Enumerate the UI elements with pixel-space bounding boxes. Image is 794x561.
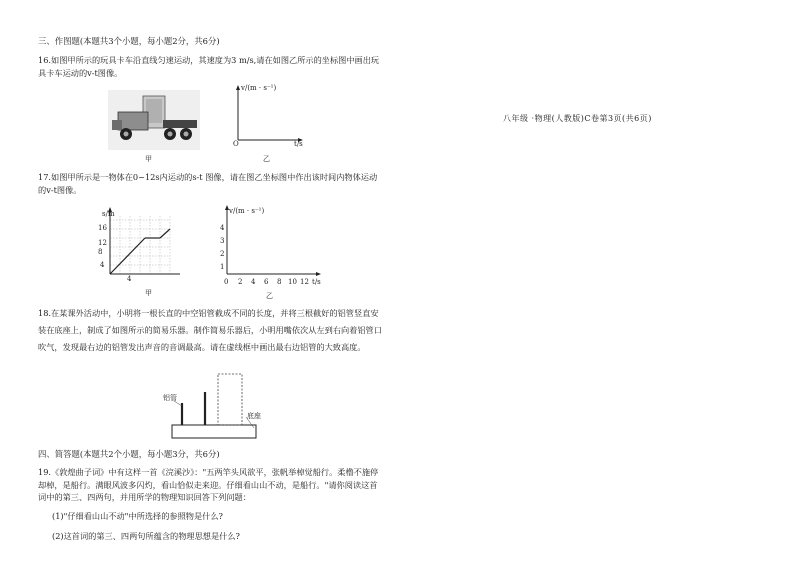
q17-caption-a: 甲 — [145, 289, 152, 297]
q17-right-x-axis-label: t/s — [312, 278, 321, 286]
q17-right-x-tick-8: 8 — [277, 278, 282, 286]
q17-caption-b: 乙 — [266, 292, 273, 300]
q17-right-x-tick-10: 10 — [288, 278, 297, 286]
q17-right-x-tick-4: 4 — [251, 278, 256, 286]
section-four-title: 四、简答题(本题共2个小题，每小题3分，共6分) — [38, 449, 220, 459]
q16-y-axis-label: v/(m · s⁻¹) — [241, 84, 277, 92]
q17-left-x-tick-4: 4 — [127, 275, 132, 283]
q17-left-y-axis-label: s/m — [102, 210, 115, 218]
q18-label-base: 底座 — [247, 412, 261, 420]
q16-origin: O — [233, 140, 239, 148]
toy-truck-image — [108, 90, 200, 150]
question-16-text: 16.如图甲所示的玩具卡车沿直线匀速运动，其速度为3 m/s,请在如图乙所示的坐标图中画出玩具卡车运动的v-t图像。 — [38, 55, 380, 78]
q18-instrument-figure — [160, 370, 270, 442]
page-footer: 八年级 ·物理(人教版)C卷第3页(共6页) — [503, 114, 652, 123]
q16-x-axis-label: t/s — [294, 140, 303, 148]
q17-left-y-tick-8: 8 — [98, 248, 103, 256]
question-18-text: 18.在某课外活动中，小明将一根长直的中空铝管截成不同的长度，并将三根截好的铝管竖直安装在底座上，制成了如图所示的简易乐器。制作简易乐器后，小明用嘴依次从左到右向着铝管口吹气，发现最右边的铝管发出声音的音调最高。请在虚线框中画出最右边铝管的大致高度。 — [38, 308, 382, 353]
q17-right-y-tick-4: 4 — [220, 224, 225, 232]
q17-right-y-tick-3: 3 — [220, 237, 225, 245]
q17-right-y-axis-label: v/(m · s⁻¹) — [229, 207, 265, 215]
q17-left-y-tick-12: 12 — [98, 239, 107, 247]
q17-left-y-tick-16: 16 — [98, 224, 107, 232]
question-17-text: 17.如图甲所示是一物体在0~12s内运动的s-t 图像，请在图乙坐标图中作出该时间内物体运动的v-t图像。 — [38, 172, 378, 195]
q16-caption-b: 乙 — [263, 155, 270, 163]
q17-right-y-tick-1: 1 — [220, 263, 225, 271]
q17-left-y-tick-4: 4 — [100, 261, 105, 269]
q17-right-x-tick-0: 0 — [224, 278, 229, 286]
question-19-text: 19.《敦煌曲子词》中有这样一首《浣溪沙》："五两竿头风欲平，张帆举棹觉船行。柔橹不施停却棹，是船行。满眼风波多闪灼，看山恰似走来迎。仔细看山山不动，是船行。"请你阅读这首词中的第三、四两句，并用所学的物理知识回答下列问题： — [38, 467, 379, 503]
q17-right-x-tick-6: 6 — [264, 278, 269, 286]
section-three-title: 三、作图题(本题共3个小题，每小题2分，共6分) — [38, 36, 220, 46]
question-19-sub-2: (2)这首词的第三、四两句所蕴含的物理思想是什么? — [52, 531, 240, 541]
q16-caption-a: 甲 — [145, 155, 152, 163]
question-19-sub-1: (1)"仔细看山山不动"中所选择的参照物是什么? — [52, 511, 223, 521]
q18-label-tube: 铝管 — [163, 394, 177, 402]
q17-right-x-tick-12: 12 — [300, 278, 309, 286]
q17-right-x-tick-2: 2 — [238, 278, 243, 286]
q17-right-y-tick-2: 2 — [220, 250, 225, 258]
